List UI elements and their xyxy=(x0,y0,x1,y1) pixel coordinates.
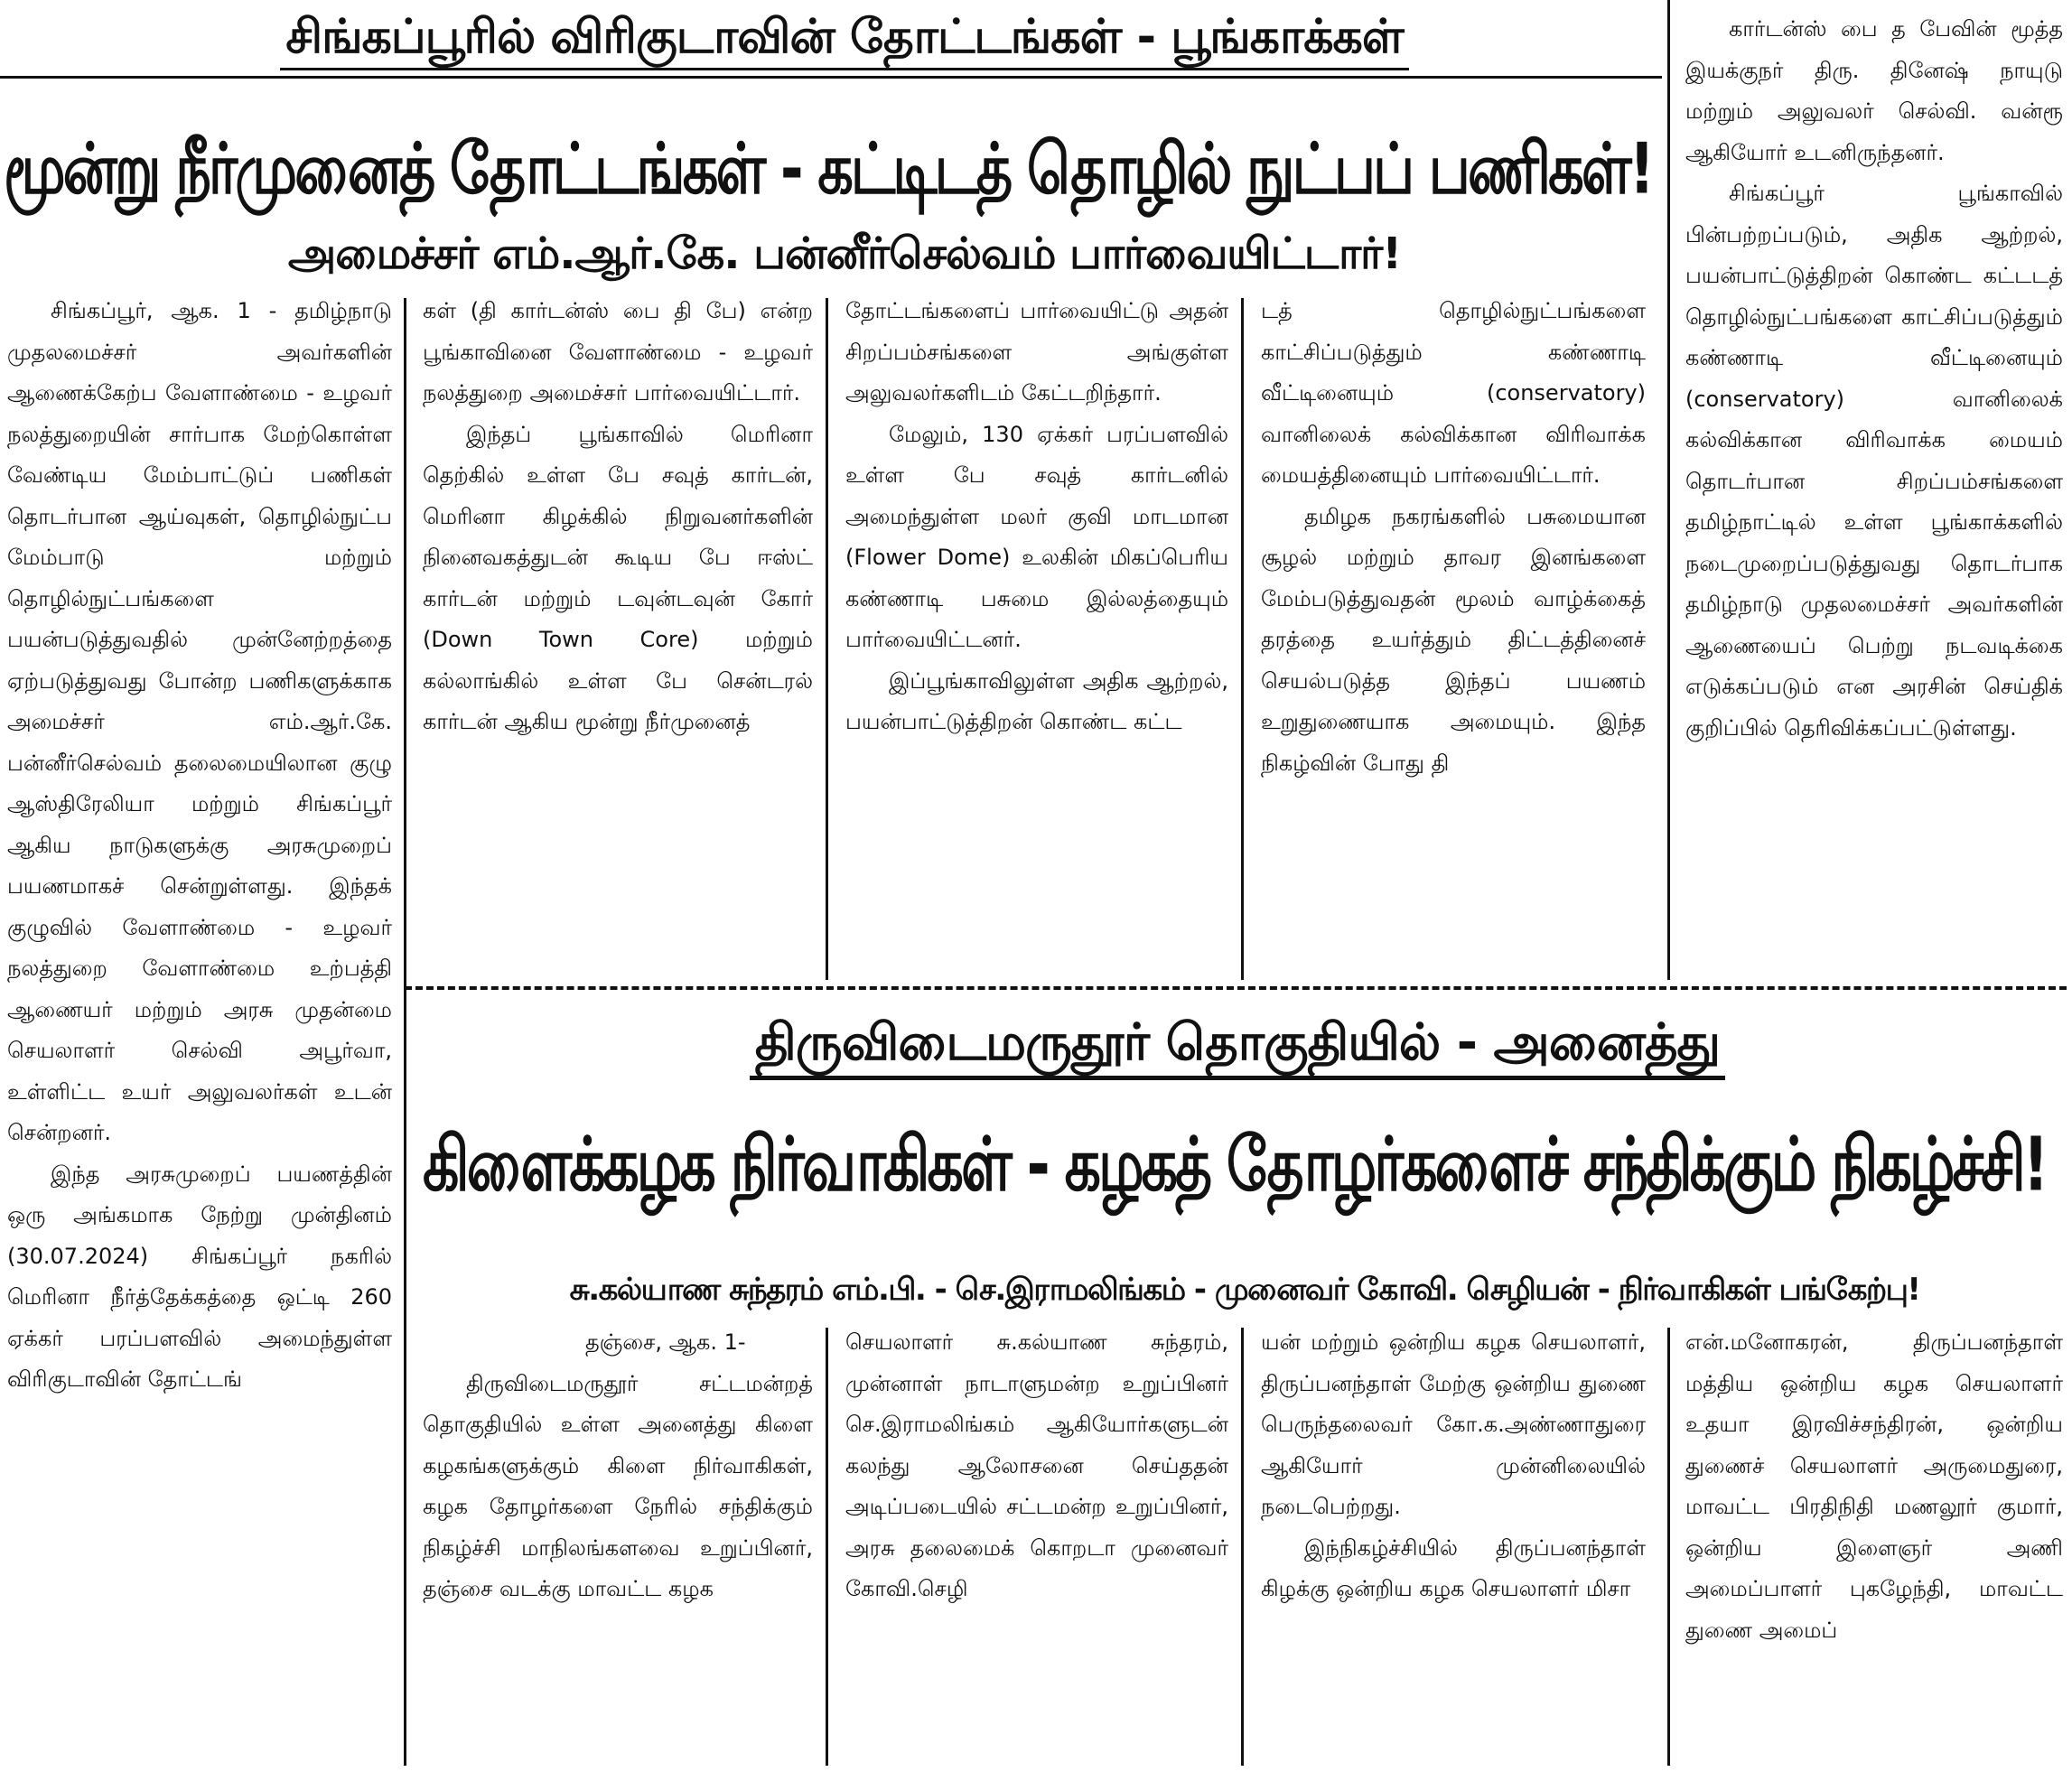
column-rule xyxy=(826,1328,828,1766)
story2-column-3 xyxy=(1261,1322,1646,1765)
story2-kicker-text: திருவிடைமருதூர் தொகுதியில் - அனைத்து xyxy=(750,1013,1725,1080)
column-rule xyxy=(826,298,828,980)
column-rule xyxy=(404,298,406,1766)
paragraph: கார்டன்ஸ் பை த பேவின் மூத்த இயக்குநர் திரு. தினேஷ் நாயுடு மற்றும் அலுவலர் செல்வி. வன்ரூ ஆகியோர் உடனிருந்தனர். xyxy=(1685,16,2063,165)
paragraph: இந்நிகழ்ச்சியில் திருப்பனந்தாள் கிழக்கு ஒன்றிய கழக செயலாளர் மிசா xyxy=(1261,1534,1646,1601)
column-rule xyxy=(1667,0,1670,980)
column-rule xyxy=(1241,1328,1244,1766)
story2-headline: கிளைக்கழக நிர்வாகிகள் - கழகத் தோழர்களைச் சந்திக்கும் நிகழ்ச்சி! xyxy=(423,1121,2047,1208)
paragraph: சிங்கப்பூர் பூங்காவில் பின்பற்றப்படும், அதிக ஆற்றல், பயன்பாட்டுத்திறன் கொண்ட கட்டடத் தொழில்நுட்பங்களை காட்சிப்படுத்தும் கண்ணாடி வீட்டினையும் (conservatory) வானிலைக் கல்விக்கான விரிவாக்க மையம் தொடர்பான சிறப்பம்சங்களை தமிழ்நாட்டில் உள்ள பூங்காக்களில் நடைமுறைப்படுத்துவது தொடர்பாக தமிழ்நாடு முதலமைச்சர் அவர்களின் ஆணையைப் பெற்று நடவடிக்கை எடுக்கப்படும் என அரசின் செய்திக் குறிப்பில் தெரிவிக்கப்பட்டுள்ளது. xyxy=(1685,181,2063,741)
paragraph: டத் தொழில்நுட்பங்களை காட்சிப்படுத்தும் கண்ணாடி வீட்டினையும் (conservatory) வானிலைக் கல்விக்கான விரிவாக்க மையத்தினையும் பார்வையிட்டார். xyxy=(1261,298,1646,488)
story1-headline: மூன்று நீர்முனைத் தோட்டங்கள் - கட்டிடத் தொழில் நுட்பப் பணிகள்! xyxy=(4,126,1653,210)
story2-column-2 xyxy=(845,1322,1228,1765)
story1-kicker xyxy=(36,7,1653,70)
story1-column-2 xyxy=(423,291,813,982)
story1-kicker-rule xyxy=(0,76,1662,79)
story2-column-1 xyxy=(423,1322,813,1765)
column-rule xyxy=(1667,1328,1670,1766)
paragraph: இந்தப் பூங்காவில் மெரினா தெற்கில் உள்ள பே சவுத் கார்டன், மெரினா கிழக்கில் நிறுவனர்களின் நினைவகத்துடன் கூடிய பே ஈஸ்ட் கார்டன் மற்றும் டவுன்டவுன் கோர் (Down Town Core) மற்றும் கல்லாங்கில் உள்ள பே சென்டரல் கார்டன் ஆகிய மூன்று நீர்முனைத் xyxy=(423,421,813,734)
story1-kicker-text: சிங்கப்பூரில் விரிகுடாவின் தோட்டங்கள் - பூங்காக்கள் xyxy=(280,10,1408,70)
story1-column-1 xyxy=(7,291,392,1763)
paragraph: தமிழக நகரங்களில் பசுமையான சூழல் மற்றும் தாவர இனங்களை மேம்படுத்துவதன் மூலம் வாழ்க்கைத் தரத்தை உயர்த்தும் திட்டத்தினைச் செயல்படுத்த இந்தப் பயணம் உறுதுணையாக அமையும். இந்த நிகழ்வின் போது தி xyxy=(1261,503,1646,776)
story-separator xyxy=(405,986,2067,990)
paragraph: என்.மனோகரன், திருப்பனந்தாள் மத்திய ஒன்றிய கழக செயலாளர் உதயா இரவிச்சந்திரன், ஒன்றிய துணைச் செயலாளர் அருமைதுரை, மாவட்ட பிரதிநிதி மணலூர் குமார், ஒன்றிய இளைஞர் அணி அமைப்பாளர் புகழேந்தி, மாவட்ட துணை அமைப் xyxy=(1685,1329,2063,1643)
paragraph: இப்பூங்காவிலுள்ள அதிக ஆற்றல், பயன்பாட்டுத்திறன் கொண்ட கட்ட xyxy=(845,667,1228,734)
story1-column-4 xyxy=(1261,291,1646,982)
paragraph: இந்த அரசுமுறைப் பயணத்தின் ஒரு அங்கமாக நேற்று முன்தினம் (30.07.2024) சிங்கப்பூர் நகரில் மெரினா நீர்த்தேக்கத்தை ஒட்டி 260 ஏக்கர் பரப்பளவில் அமைந்துள்ள விரிகுடாவின் தோட்டங் xyxy=(7,1161,392,1392)
story1-column-5 xyxy=(1685,9,2063,980)
dateline: தஞ்சை, ஆக. 1- xyxy=(585,1329,746,1355)
story2-column-4 xyxy=(1685,1322,2063,1765)
story2-kicker xyxy=(415,1010,2059,1082)
paragraph: கள் (தி கார்டன்ஸ் பை தி பே) என்ற பூங்காவினை வேளாண்மை - உழவர் நலத்துறை அமைச்சர் பார்வையிட்டார். xyxy=(423,298,813,406)
story1-column-3 xyxy=(845,291,1228,982)
column-rule xyxy=(1241,298,1244,980)
paragraph: மேலும், 130 ஏக்கர் பரப்பளவில் உள்ள பே சவுத் கார்டனில் அமைந்துள்ள மலர் குவி மாடமான (Flower Dome) உலகின் மிகப்பெரிய கண்ணாடி பசுமை இல்லத்தையும் பார்வையிட்டனர். xyxy=(845,421,1228,652)
paragraph: திருவிடைமருதூர் சட்டமன்றத் தொகுதியில் உள்ள அனைத்து கிளை கழகங்களுக்கும் கிளை நிர்வாகிகள், கழக தோழர்களை நேரில் சந்திக்கும் நிகழ்ச்சி மாநிலங்களவை உறுப்பினர், தஞ்சை வடக்கு மாவட்ட கழக xyxy=(423,1370,813,1601)
story2-subhead: சு.கல்யாண சுந்தரம் எம்.பி. - செ.இராமலிங்கம் - முனைவர் கோவி. செழியன் - நிர்வாகிகள் பங்கேற்பு! xyxy=(569,1272,1920,1308)
paragraph: யன் மற்றும் ஒன்றிய கழக செயலாளர், திருப்பனந்தாள் மேற்கு ஒன்றிய துணை பெருந்தலைவர் கோ.க.அண்ணாதுரை ஆகியோர் முன்னிலையில் நடைபெற்றது. xyxy=(1261,1329,1646,1519)
paragraph: தோட்டங்களைப் பார்வையிட்டு அதன் சிறப்பம்சங்களை அங்குள்ள அலுவலர்களிடம் கேட்டறிந்தார். xyxy=(845,298,1228,406)
story1-subhead: அமைச்சர் எம்.ஆர்.கே. பன்னீர்செல்வம் பார்வையிட்டார்! xyxy=(287,228,1402,279)
paragraph: செயலாளர் சு.கல்யாண சுந்தரம், முன்னாள் நாடாளுமன்ற உறுப்பினர் செ.இராமலிங்கம் ஆகியோர்களுடன் கலந்து ஆலோசனை செய்ததன் அடிப்படையில் சட்டமன்ற உறுப்பினர், அரசு தலைமைக் கொறடா முனைவர் கோவி.செழி xyxy=(845,1329,1228,1601)
paragraph: சிங்கப்பூர், ஆக. 1 - தமிழ்நாடு முதலமைச்சர் அவர்களின் ஆணைக்கேற்ப வேளாண்மை - உழவர் நலத்துறையின் சார்பாக மேற்கொள்ள வேண்டிய மேம்பாட்டுப் பணிகள் தொடர்பான ஆய்வுகள், தொழில்நுட்ப மேம்பாடு மற்றும் தொழில்நுட்பங்களை பயன்படுத்துவதில் முன்னேற்றத்தை ஏற்படுத்துவது போன்ற பணிகளுக்காக அமைச்சர் எம்.ஆர்.கே. பன்னீர்செல்வம் தலைமையிலான குழு ஆஸ்திரேலியா மற்றும் சிங்கப்பூர் ஆகிய நாடுகளுக்கு அரசுமுறைப் பயணமாகச் சென்றுள்ளது. இந்தக் குழுவில் வேளாண்மை - உழவர் நலத்துறை வேளாண்மை உற்பத்தி ஆணையர் மற்றும் அரசு முதன்மை செயலாளர் செல்வி அபூர்வா, உள்ளிட்ட உயர் அலுவலர்கள் உடன் சென்றனர். xyxy=(7,298,392,1145)
